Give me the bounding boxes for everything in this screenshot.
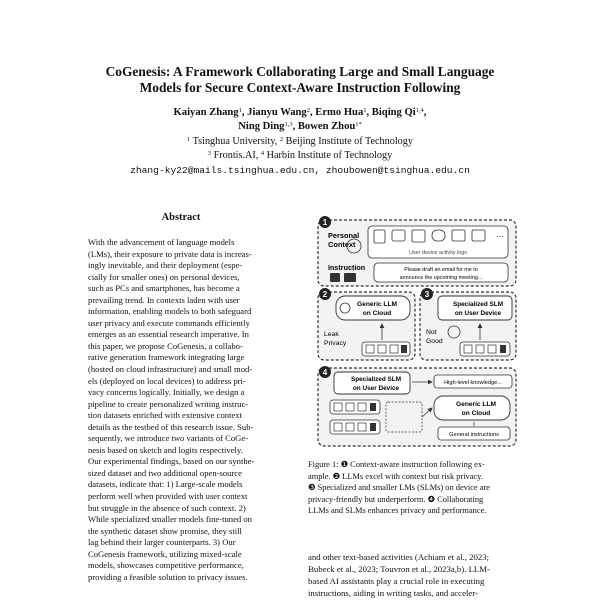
affiliation: Beijing Institute of Technology xyxy=(283,136,413,147)
abstract-line: user privacy and execute commands efficiently xyxy=(88,317,250,328)
panel-number: 3 xyxy=(424,290,430,299)
abstract-line: CoGenesis framework, utilizing mixed-scale xyxy=(88,548,242,559)
body-text-line: and other text-based activities (Achiam et al., 2023; xyxy=(308,552,490,562)
abstract-line: While specialized smaller models fine-tuned on xyxy=(88,514,252,525)
affiliation: Tsinghua University, xyxy=(190,136,280,147)
author-sup: 1,3 xyxy=(284,121,293,128)
author-sup: 1* xyxy=(355,121,362,128)
llm-label-2: on Cloud xyxy=(461,410,491,417)
phone-icon xyxy=(370,403,376,411)
affiliation: Frontis.AI, xyxy=(211,150,261,161)
affiliations-line-2 xyxy=(0,150,600,161)
instruction-label: Instruction xyxy=(328,263,366,272)
good-label: Good xyxy=(426,338,443,345)
author-sup: 2 xyxy=(306,107,310,114)
author: Bowen Zhou xyxy=(297,121,356,132)
abstract-line: such as PCs and smartphones, has become a xyxy=(88,283,240,294)
affiliations-line-1 xyxy=(0,136,600,147)
abstract-line: (hosted on cloud infrastructure) and small mod- xyxy=(88,364,253,375)
abstract-line: emerges as an essential research imperative. In xyxy=(88,329,249,340)
author: Jianyu Wang xyxy=(247,107,307,118)
knowledge-label: High-level knowledge... xyxy=(444,380,502,386)
abstract-line: this paper, we propose CoGenesis, a collabo- xyxy=(88,340,243,351)
privacy-label: Privacy xyxy=(324,340,347,347)
figure-caption xyxy=(308,459,514,517)
body-text-line: Bubeck et al., 2023; Touvron et al., 2023a,b). LLM- xyxy=(308,564,490,574)
activity-logs-label: User device activity logs xyxy=(409,250,467,256)
abstract-line: rative generation framework integrating large xyxy=(88,352,245,363)
phone-icon xyxy=(330,273,340,282)
personal-label: Personal xyxy=(328,231,360,240)
abstract-line: vacy concerns logically. Initially, we design a xyxy=(88,387,245,398)
not-label: Not xyxy=(426,329,437,336)
abstract-line: sequently, we introduce two variants of CoGe- xyxy=(88,433,249,444)
author-sep: , xyxy=(309,107,316,118)
abstract-body xyxy=(88,237,274,583)
aff-sup: 2 xyxy=(279,136,284,143)
authors-line-1 xyxy=(0,107,600,118)
authors-line-2 xyxy=(0,121,600,132)
panel-number: 4 xyxy=(322,368,328,377)
abstract-line: information, enabling models to both safeguard xyxy=(88,306,252,317)
aff-sup: 4 xyxy=(260,150,265,157)
abstract-line: els (deployed on local devices) to address pri- xyxy=(88,375,246,386)
abstract-line: lag behind their larger counterparts. 3) Our xyxy=(88,537,236,548)
abstract-line: tion datasets enriched with extensive context xyxy=(88,410,242,421)
context-label: Context xyxy=(328,240,356,249)
author-sup: 1 xyxy=(363,107,367,114)
slm-label-1: Specialized SLM xyxy=(452,301,504,308)
abstract-line: With the advancement of language models xyxy=(88,237,235,247)
author-sup: 1 xyxy=(238,107,242,114)
panel-4-collaboration xyxy=(318,366,516,446)
phone-icon xyxy=(370,423,376,431)
panel-3-slm-device xyxy=(420,288,516,360)
author: Ning Ding xyxy=(238,121,285,132)
title-line-1: CoGenesis: A Framework Collaborating Large and Small Language xyxy=(105,64,495,79)
abstract-line: sized dataset and two additional open-source xyxy=(88,467,242,478)
panel-1-context-example xyxy=(318,216,516,286)
instruction-text-2: announce the upcoming meeting... xyxy=(399,275,483,281)
abstract-line: models, showcases competitive performance, xyxy=(88,560,244,571)
caption-line: privacy-friendly but underperform. ❹ Collaborating xyxy=(308,494,484,504)
general-instructions-label: General instructions xyxy=(449,432,499,438)
abstract-line: pipeline to create personalized writing instruc- xyxy=(88,398,249,409)
instruction-text-1: Please draft an email for me to xyxy=(404,267,478,273)
slm-label-2: on User Device xyxy=(454,310,502,317)
intro-paragraph xyxy=(308,551,514,599)
abstract-line: but struggle in the absence of such context. 2) xyxy=(88,502,246,513)
llm-label-2: on Cloud xyxy=(362,310,392,317)
title-line-2: Models for Secure Context-Aware Instruction Following xyxy=(139,80,461,95)
panel-number: 2 xyxy=(322,290,328,299)
figure-1 xyxy=(316,214,520,448)
llm-label-1: Generic LLM xyxy=(357,301,397,308)
author: Kaiyan Zhang xyxy=(173,107,239,118)
abstract-line: perform well when provided with user context xyxy=(88,491,248,502)
author-sep: , xyxy=(366,107,372,118)
body-text-line: instructions, aiding in writing tasks, and acceler- xyxy=(308,588,478,598)
abstract-line: datasets, indicate that: 1) Large-scale models xyxy=(88,479,243,490)
panel-2-llm-cloud xyxy=(318,288,415,360)
aff-sup: 3 xyxy=(207,150,212,157)
abstract-line: cially for smaller ones) on personal devices, xyxy=(88,271,240,282)
abstract-line: ingly inevitable, and their deployment (espe- xyxy=(88,260,243,271)
author-sep: , xyxy=(241,107,248,118)
author: Ermo Hua xyxy=(315,107,364,118)
paper-title xyxy=(0,64,600,96)
caption-line: ample. ❷ LLMs excel with context but risk privacy. xyxy=(308,471,483,481)
abstract-line: Our experimental findings, based on our synthe- xyxy=(88,456,255,467)
author-sep: , xyxy=(423,107,427,118)
llm-label-1: Generic LLM xyxy=(456,401,496,408)
panel-number: 1 xyxy=(322,218,328,227)
abstract-line: the synthetic dataset show promise, they still xyxy=(88,525,242,536)
caption-line: Figure 1: ❶ Context-aware instruction following ex- xyxy=(308,460,485,469)
slm-label-2: on User Device xyxy=(352,385,400,392)
author-sep: , xyxy=(292,121,298,132)
leak-label: Leak xyxy=(324,331,339,338)
body-text-line: based AI assistants play a crucial role in executing xyxy=(308,576,485,586)
abstract-line: prevailing trend. In contexts laden with user xyxy=(88,294,240,305)
aff-sup: 1 xyxy=(187,136,191,143)
abstract-line: (LMs), their exposure to private data is increas- xyxy=(88,248,252,259)
slm-label-1: Specialized SLM xyxy=(350,376,402,383)
author: Biqing Qi xyxy=(371,107,416,118)
caption-line: LLMs and SLMs enhances privacy and performance. xyxy=(308,506,487,515)
ellipsis-icon: ··· xyxy=(496,232,504,241)
abstract-line: providing a feasible solution to privacy issues. xyxy=(88,571,248,582)
phone-icon xyxy=(401,345,407,353)
abstract-line: details as the testbed of this research issue. Sub- xyxy=(88,421,254,432)
author-emails[interactable]: zhang-ky22@mails.tsinghua.edu.cn, zhoubowen@tsinghua.edu.cn xyxy=(130,165,470,176)
author-sup: 1,4 xyxy=(415,107,424,114)
caption-line: ❸ Specialized and smaller LMs (SLMs) on device are xyxy=(308,483,490,492)
phone-icon xyxy=(500,345,506,353)
abstract-heading: Abstract xyxy=(161,212,201,223)
laptop-icon xyxy=(344,273,356,282)
abstract-line: nesis based on sketch and logits respectively. xyxy=(88,444,243,455)
affiliation: Harbin Institute of Technology xyxy=(264,150,393,161)
